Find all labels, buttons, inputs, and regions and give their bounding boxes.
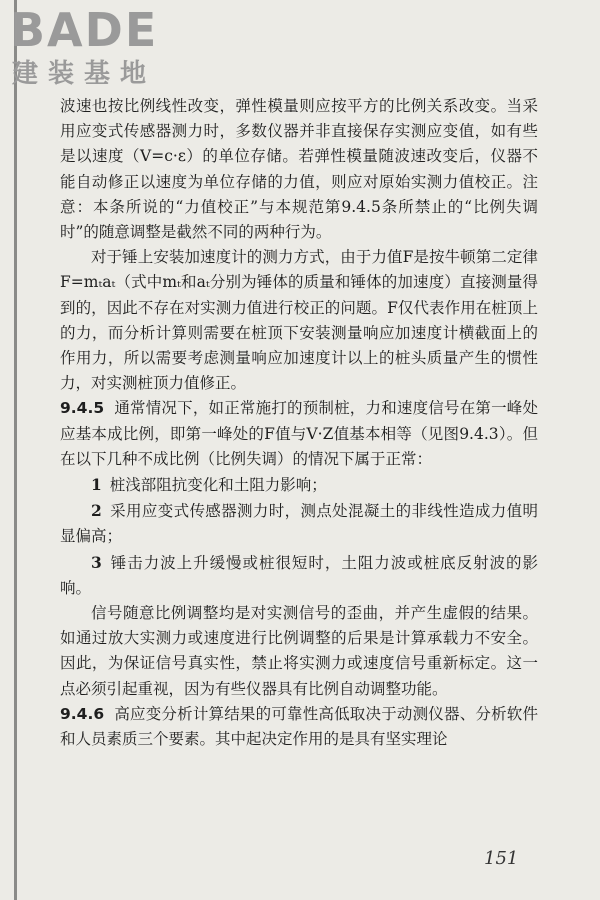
list-item-number: 2 (91, 501, 102, 521)
section-number: 9.4.5 (60, 399, 105, 418)
list-item (60, 550, 538, 601)
binding-edge-line (14, 0, 17, 900)
page-body (60, 94, 538, 752)
paragraph-signal-adjustment: 信号随意比例调整均是对实测信号的歪曲，并产生虚假的结果。如通过放大实测力或速度进行比例调整的后果是计算承载力不安全。因此，为保证信号真实性，禁止将实测力或速度信号重新标定。这一点必须引起重视，因为有些仪器具有比例自动调整功能。 (60, 604, 538, 698)
page-number: 151 (484, 848, 519, 869)
list-item (60, 472, 538, 498)
section-9-4-6 (60, 702, 538, 752)
list-item-number: 1 (91, 475, 102, 495)
logo-subtitle: 建装基地 (12, 59, 157, 89)
logo-brand: BADE (10, 3, 159, 57)
list-item-text: 采用应变式传感器测力时，测点处混凝土的非线性造成力值明显偏高； (60, 502, 538, 546)
paragraph-continued: 波速也按比例线性改变，弹性模量则应按平方的比例关系改变。当采用应变式传感器测力时，多数仪器并非直接保存实测应变值，如有些是以速度（V=c·ε）的单位存储。若弹性模量随波速改变后，仪器不能自动修正以速度为单位存储的力值，则应对原始实测力值校正。注意：本条所说的“力值校正”与本规范第9.4.5条所禁止的“比例失调时”的随意调整是截然不同的两种行为。 (60, 97, 538, 242)
list-item (60, 498, 538, 549)
section-text: 高应变分析计算结果的可靠性高低取决于动测仪器、分析软件和人员素质三个要素。其中起决定作用的是具有坚实理论 (60, 704, 538, 749)
paragraph-hammer-accelerometer: 对于锤上安装加速度计的测力方式，由于力值F是按牛顿第二定律F=mₜaₜ（式中mₜ和aₜ分别为锤体的质量和锤体的加速度）直接测量得到的，因此不存在对实测力值进行校正的问题。F仅代表作用在桩顶上的力，而分析计算则需要在桩顶下安装测量响应加速度计横截面上的作用力，所以需要考虑测量响应加速度计以上的桩头质量产生的惯性力，对实测桩顶力值修正。 (60, 248, 538, 393)
watermark-logo (8, 4, 178, 96)
section-9-4-5 (60, 396, 538, 472)
section-text: 通常情况下，如正常施打的预制桩，力和速度信号在第一峰处应基本成比例，即第一峰处的F值与V·Z值基本相等（见图9.4.3）。但在以下几种不成比例（比例失调）的情况下属于正常： (60, 399, 538, 468)
list-item-text: 锤击力波上升缓慢或桩很短时，土阻力波或桩底反射波的影响。 (60, 553, 538, 597)
section-number: 9.4.6 (60, 704, 105, 723)
list-item-number: 3 (91, 552, 102, 572)
list-item-text: 桩浅部阻抗变化和土阻力影响； (109, 476, 327, 495)
